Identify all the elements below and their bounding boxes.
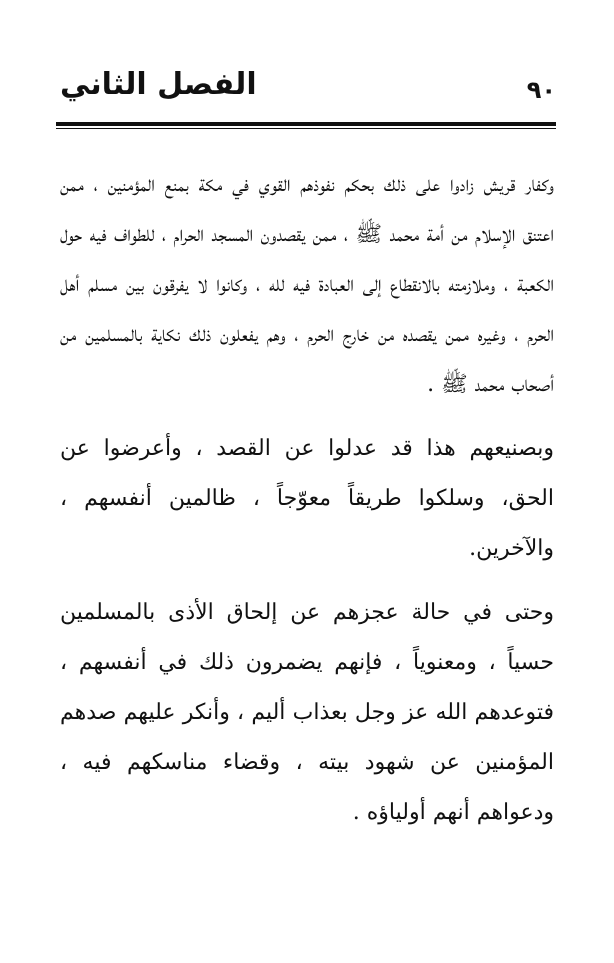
paragraph-2: وبصنيعهم هذا قد عدلوا عن القصد ، وأعرضوا عن الحق، وسلكوا طريقاً معوّجاً ، ظالمين أنفسهم ، والآخرين. xyxy=(60,436,554,561)
paragraph-1: وكفار قريش زادوا على ذلك بحكم نفوذهم القوي في مكة بمنع المؤمنين ، ممن اعتنق الإسلام من أمة محمد ﷺ ، ممن يقصدون المسجد الحرام ، للطواف فيه حول الكعبة ، وملازمته بالانقطاع إلى العبادة فيه لله ، وكانوا لا يفرقون بين مسلم أهل الحرم ، وغيره ممن يقصده من خارج الحرم ، وهم يفعلون ذلك نكاية بالمسلمين من أصحاب محمد ﷺ . xyxy=(60,172,554,397)
body-text xyxy=(60,160,554,838)
page-header xyxy=(56,67,556,130)
chapter-title: الفصل الثاني xyxy=(60,67,257,102)
paragraph-3: وحتى في حالة عجزهم عن إلحاق الأذى بالمسلمين حسياً ، ومعنوياً ، فإنهم يضمرون ذلك في أنفسهم ، فتوعدهم الله عز وجل بعذاب أليم ، وأنكر عليهم صدهم المؤمنين عن شهود بيته ، وقضاء مناسكهم فيه ، ودعواهم أنهم أولياؤه . xyxy=(60,600,554,825)
header-rule-thin xyxy=(56,128,556,129)
header-rule-thick xyxy=(56,122,556,126)
page-number: ٩٠ xyxy=(526,76,556,104)
